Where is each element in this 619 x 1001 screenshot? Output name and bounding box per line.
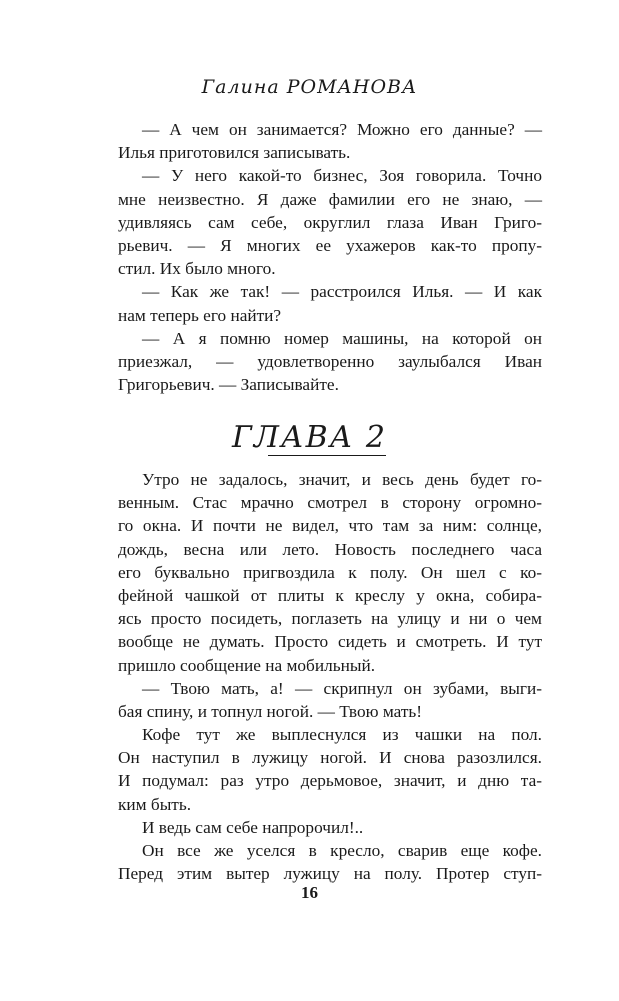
text-line: Кофе тут же выплеснулся из чашки на пол. <box>142 725 542 745</box>
text-line: Григорьевич. — Записывайте. <box>118 375 339 395</box>
text-line: стил. Их было много. <box>118 259 276 279</box>
text-line: приезжал, — удовлетворенно заулыбался Иван <box>118 351 542 371</box>
text-line: пришло сообщение на мобильный. <box>118 655 376 675</box>
page-number: 16 <box>301 883 318 902</box>
text-line: Перед этим вытер лужицу на полу. Протер ступ- <box>118 864 542 884</box>
text-line: фейной чашкой от плиты к креслу у окна, собира- <box>118 585 542 605</box>
text-line: вообще не думать. Просто сидеть и смотреть. И тут <box>118 632 542 652</box>
text-line: мне неизвестно. Я даже фамилии его не знаю, — <box>118 189 542 209</box>
text-line: И подумал: раз утро дерьмовое, значит, и дню та- <box>118 771 542 791</box>
text-line: Он все же уселся в кресло, сварив еще кофе. <box>142 841 542 860</box>
text-line: нам теперь его найти? <box>118 305 282 325</box>
running-head: Галина РОМАНОВА <box>201 76 418 98</box>
text-line: Он наступил в лужицу ногой. И снова разозлился. <box>118 748 542 768</box>
text-line: бая спину, и топнул ногой. — Твою мать! <box>118 701 423 721</box>
chapter-title-underline <box>268 455 386 456</box>
text-line: ким быть. <box>118 794 192 814</box>
text-line: Утро не задалось, значит, и весь день будет го- <box>142 470 542 489</box>
text-line: — А я помню номер машины, на которой он <box>142 328 542 348</box>
text-line: — У него какой-то бизнес, Зоя говорила. Точно <box>142 166 542 186</box>
text-block-top <box>118 118 542 396</box>
text-line: его буквально пригвоздила к полу. Он шел с ко- <box>118 562 542 582</box>
text-line: рьевич. — Я многих ее ухажеров как-то пропу- <box>118 235 542 255</box>
chapter-title: ГЛАВА 2 <box>231 420 387 455</box>
text-line: — Как же так! — расстроился Илья. — И как <box>142 282 542 302</box>
text-line: — Твою мать, а! — скрипнул он зубами, выги- <box>142 678 542 698</box>
text-block-bottom <box>118 468 542 885</box>
text-line: дождь, весна или лето. Новость последнего часа <box>118 539 542 559</box>
text-line: И ведь сам себе напророчил!.. <box>142 817 364 837</box>
text-line: венным. Стас мрачно смотрел в сторону огромно- <box>118 493 542 513</box>
text-line: Илья приготовился записывать. <box>118 143 351 163</box>
text-line: ясь просто посидеть, поглазеть на улицу и ни о чем <box>118 609 542 629</box>
text-line: го окна. И почти не видел, что там за ним: солнце, <box>118 516 542 536</box>
text-line: — А чем он занимается? Можно его данные? — <box>142 120 542 139</box>
text-line: удивляясь сам себе, округлил глаза Иван Григо- <box>118 212 542 232</box>
